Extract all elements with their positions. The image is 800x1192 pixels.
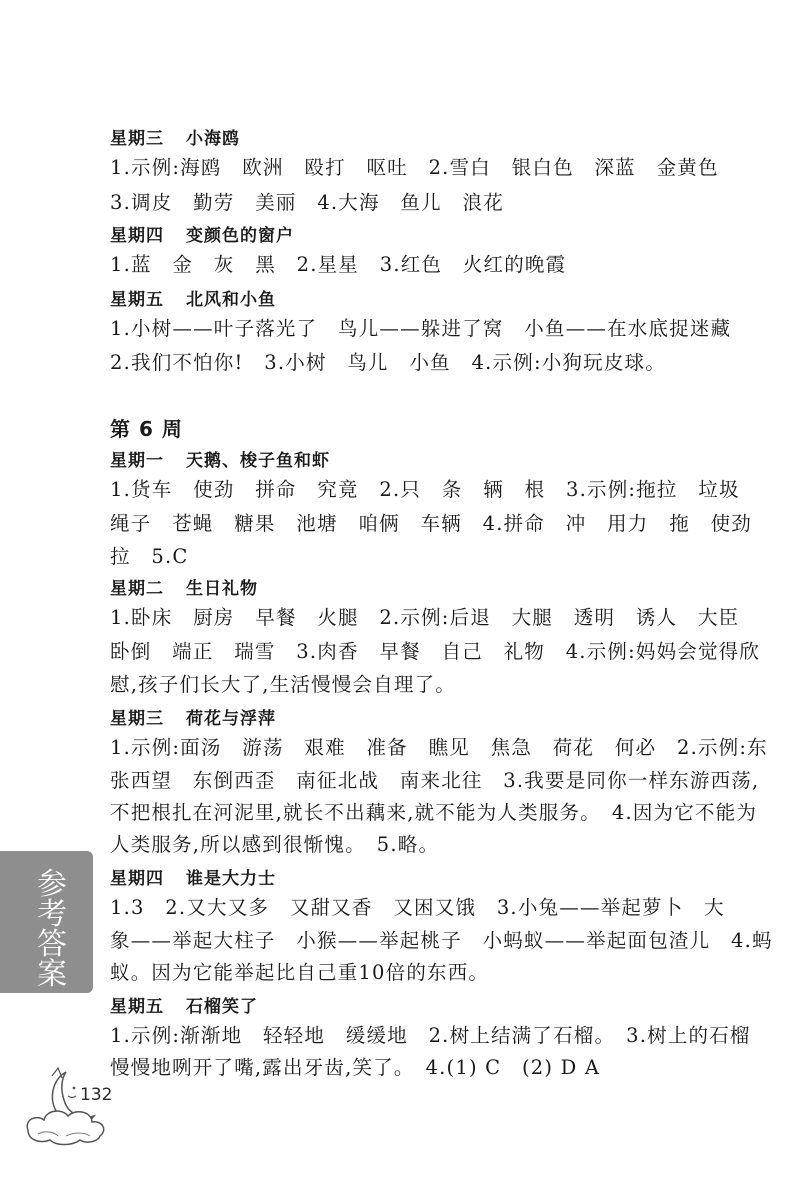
answer-line: 1.示例:面汤 游荡 艰难 准备 瞧见 焦急 荷花 何必 2.示例:东 <box>110 736 768 759</box>
moon-cloud-icon <box>22 1058 112 1158</box>
section-heading: 星期五 北风和小鱼 <box>110 290 276 310</box>
answer-line: 1.蓝 金 灰 黑 2.星星 3.红色 火红的晚霞 <box>110 253 567 276</box>
answer-line: 张西望 东倒西歪 南征北战 南来北往 3.我要是同你一样东游西荡, <box>110 769 760 792</box>
section-heading: 星期四 谁是大力士 <box>110 869 276 889</box>
answer-line: 不把根扎在河泥里,就长不出藕来,就不能为人类服务。 4.因为它不能为 <box>110 801 758 824</box>
section-heading: 星期一 天鹅、梭子鱼和虾 <box>110 451 330 471</box>
section-heading: 星期三 小海鸥 <box>110 129 240 149</box>
answer-line: 1.示例:渐渐地 轻轻地 缓缓地 2.树上结满了石榴。 3.树上的石榴 <box>110 1024 751 1047</box>
answer-line: 绳子 苍蝇 糖果 池塘 咱俩 车辆 4.拼命 冲 用力 拖 使劲 <box>110 512 753 535</box>
answer-line: 1.3 2.又大又多 又甜又香 又困又饿 3.小兔——举起萝卜 大 <box>110 896 725 919</box>
side-tab-label: 参考答案 <box>37 867 67 992</box>
answer-line: 1.卧床 厨房 早餐 火腿 2.示例:后退 大腿 透明 诱人 大臣 <box>110 606 740 629</box>
answer-line: 拉 5.C <box>110 545 189 568</box>
answer-line: 象——举起大柱子 小猴——举起桃子 小蚂蚁——举起面包渣儿 4.蚂 <box>110 929 773 952</box>
section-heading: 星期五 石榴笑了 <box>110 997 258 1017</box>
week-title: 第 6 周 <box>110 417 183 441</box>
answer-line: 1.货车 使劲 拼命 究竟 2.只 条 辆 根 3.示例:拖拉 垃圾 <box>110 478 740 501</box>
answer-line: 1.小树——叶子落光了 鸟儿——躲进了窝 小鱼——在水底捉迷藏 <box>110 317 732 340</box>
section-heading: 星期三 荷花与浮萍 <box>110 709 276 729</box>
answer-line: 慰,孩子们长大了,生活慢慢会自理了。 <box>110 673 456 696</box>
answer-line: 卧倒 端正 瑞雪 3.肉香 早餐 自己 礼物 4.示例:妈妈会觉得欣 <box>110 640 761 663</box>
answer-line: 人类服务,所以感到很惭愧。 5.略。 <box>110 833 440 856</box>
answer-line: 慢慢地咧开了嘴,露出牙齿,笑了。 4.(1) C (2) D A <box>110 1056 601 1079</box>
page-number: 132 <box>80 1085 113 1105</box>
answer-line: 蚁。因为它能举起比自己重10倍的东西。 <box>110 961 490 984</box>
answer-line: 3.调皮 勤劳 美丽 4.大海 鱼儿 浪花 <box>110 191 504 214</box>
answer-line: 2.我们不怕你! 3.小树 鸟儿 小鱼 4.示例:小狗玩皮球。 <box>110 351 666 374</box>
answer-line: 1.示例:海鸥 欧洲 殴打 呕吐 2.雪白 银白色 深蓝 金黄色 <box>110 156 719 179</box>
section-heading: 星期四 变颜色的窗户 <box>110 226 294 246</box>
section-heading: 星期二 生日礼物 <box>110 579 258 599</box>
